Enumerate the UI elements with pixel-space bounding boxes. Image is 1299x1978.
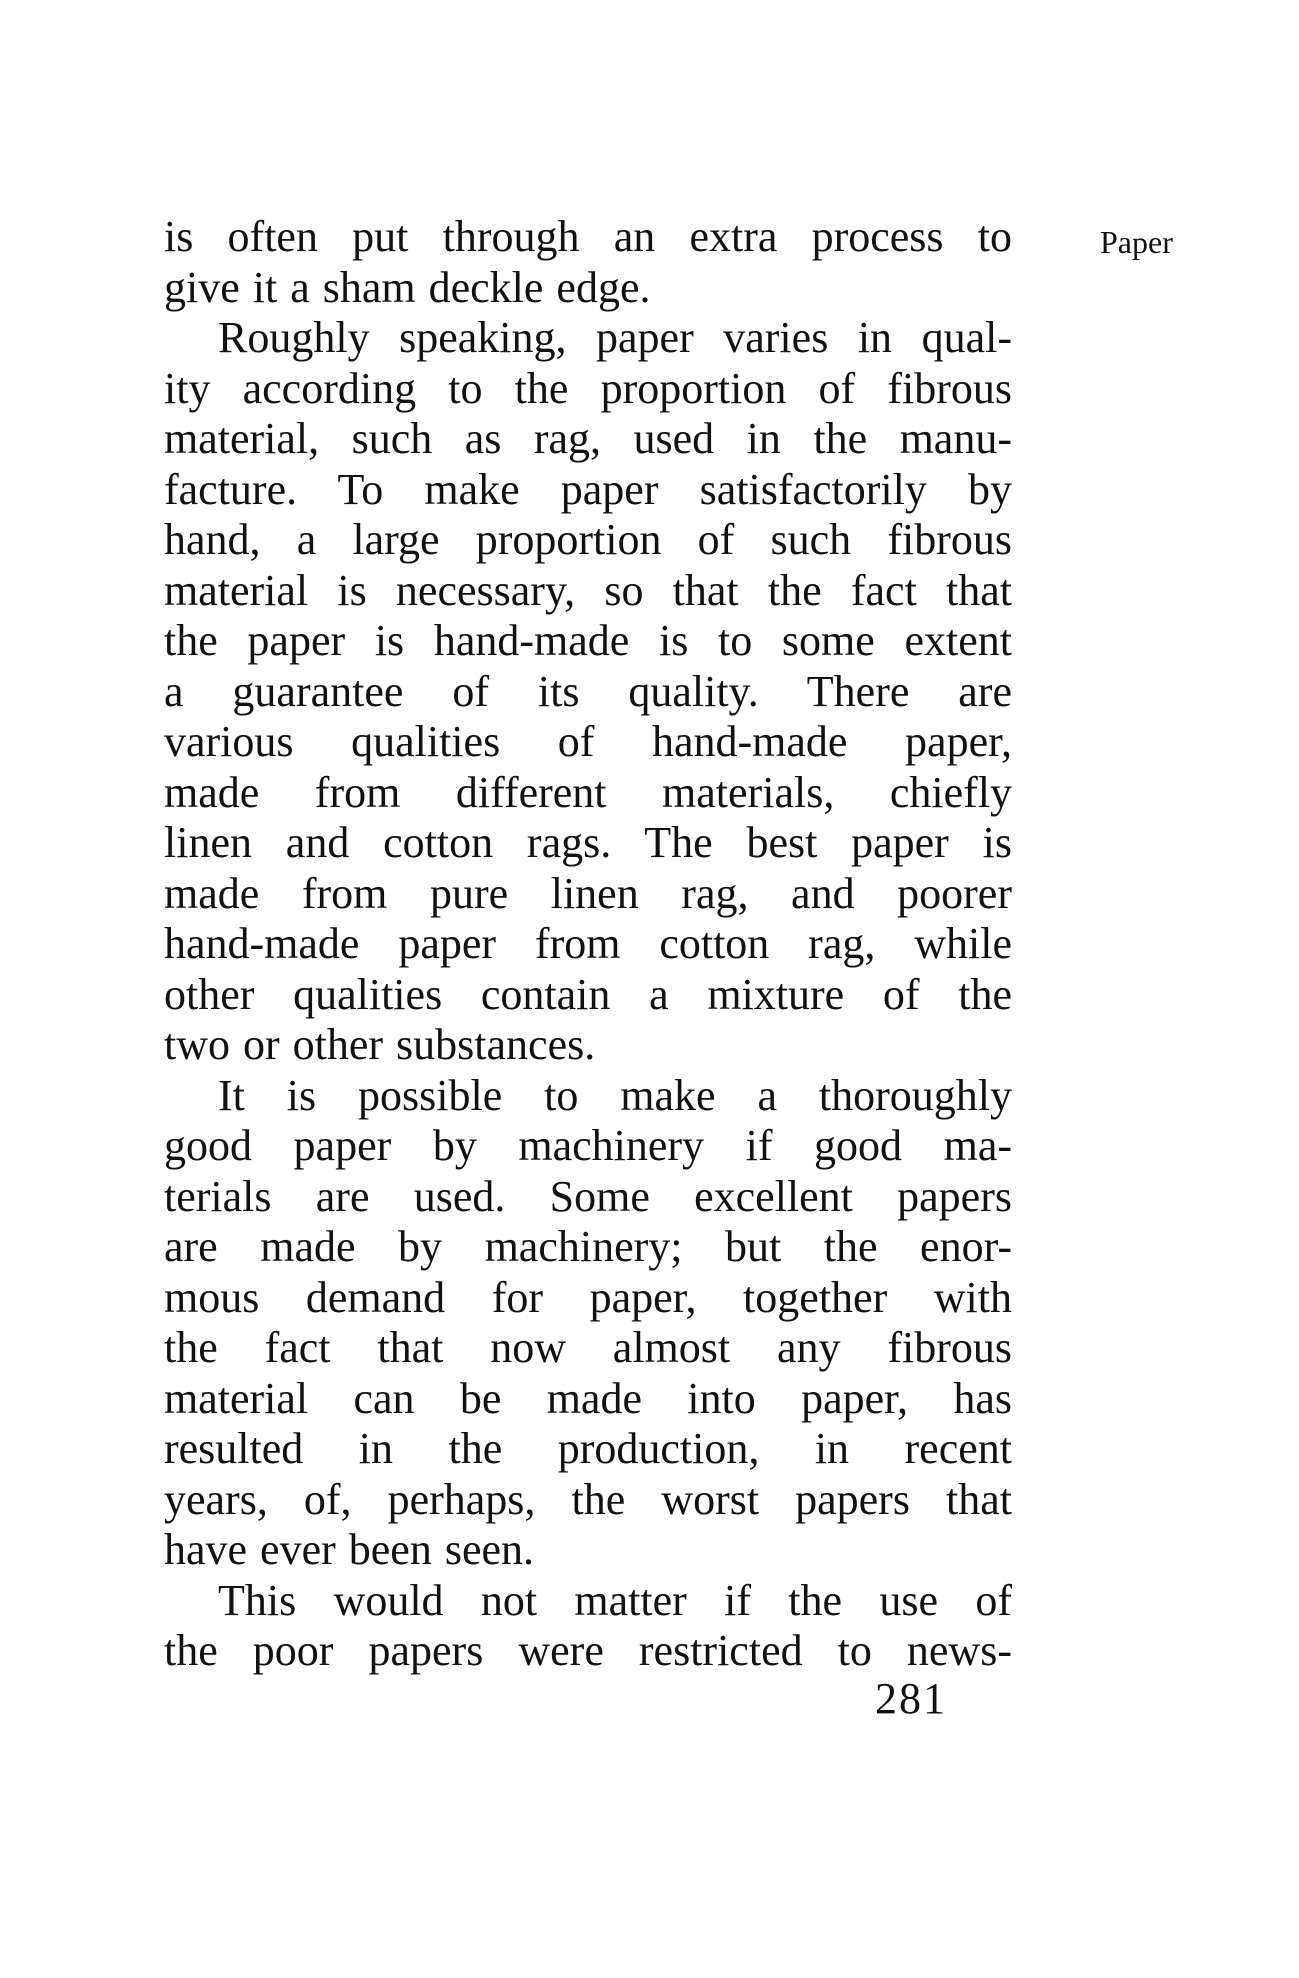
text-line: two or other substances. bbox=[164, 1020, 596, 1069]
text-line: facture. To make paper satisfactorily by bbox=[164, 464, 1012, 514]
text-line: years, of, perhaps, the worst papers that bbox=[164, 1474, 1012, 1524]
text-line: are made by machinery; but the enor- bbox=[164, 1222, 1012, 1271]
body-text bbox=[164, 212, 1012, 1677]
text-line: made from different materials, chiefly bbox=[164, 767, 1012, 817]
text-line: the fact that now almost any fibrous bbox=[164, 1323, 1012, 1372]
text-line: other qualities contain a mixture of the bbox=[164, 969, 1012, 1019]
text-line: terials are used. Some excellent papers bbox=[164, 1171, 1012, 1221]
text-line: mous demand for paper, together with bbox=[164, 1272, 1012, 1322]
text-line: linen and cotton rags. The best paper is bbox=[164, 818, 1012, 867]
margin-note: Paper bbox=[1100, 224, 1173, 260]
text-line: ity according to the proportion of fibrous bbox=[164, 363, 1012, 413]
text-line: give it a sham deckle edge. bbox=[164, 262, 651, 312]
page-number: 281 bbox=[875, 1674, 947, 1723]
text-line: material is necessary, so that the fact that bbox=[164, 565, 1012, 615]
text-line: the poor papers were restricted to news- bbox=[164, 1626, 1012, 1675]
text-line: made from pure linen rag, and poorer bbox=[164, 868, 1012, 918]
text-line: various qualities of hand-made paper, bbox=[164, 717, 1012, 766]
text-line: It is possible to make a thoroughly bbox=[218, 1070, 1012, 1120]
text-line: a guarantee of its quality. There are bbox=[164, 666, 1012, 716]
text-line: This would not matter if the use of bbox=[218, 1575, 1012, 1625]
text-line: material, such as rag, used in the manu- bbox=[164, 414, 1012, 463]
text-line: Roughly speaking, paper varies in qual- bbox=[218, 313, 1012, 362]
text-line: material can be made into paper, has bbox=[164, 1373, 1012, 1423]
text-line: have ever been seen. bbox=[164, 1525, 535, 1574]
text-line: resulted in the production, in recent bbox=[164, 1424, 1012, 1473]
text-line: hand, a large proportion of such fibrous bbox=[164, 515, 1012, 564]
text-line: is often put through an extra process to bbox=[164, 212, 1012, 261]
text-line: good paper by machinery if good ma- bbox=[164, 1121, 1012, 1170]
text-line: the paper is hand-made is to some extent bbox=[164, 616, 1012, 665]
text-line: hand-made paper from cotton rag, while bbox=[164, 919, 1012, 968]
